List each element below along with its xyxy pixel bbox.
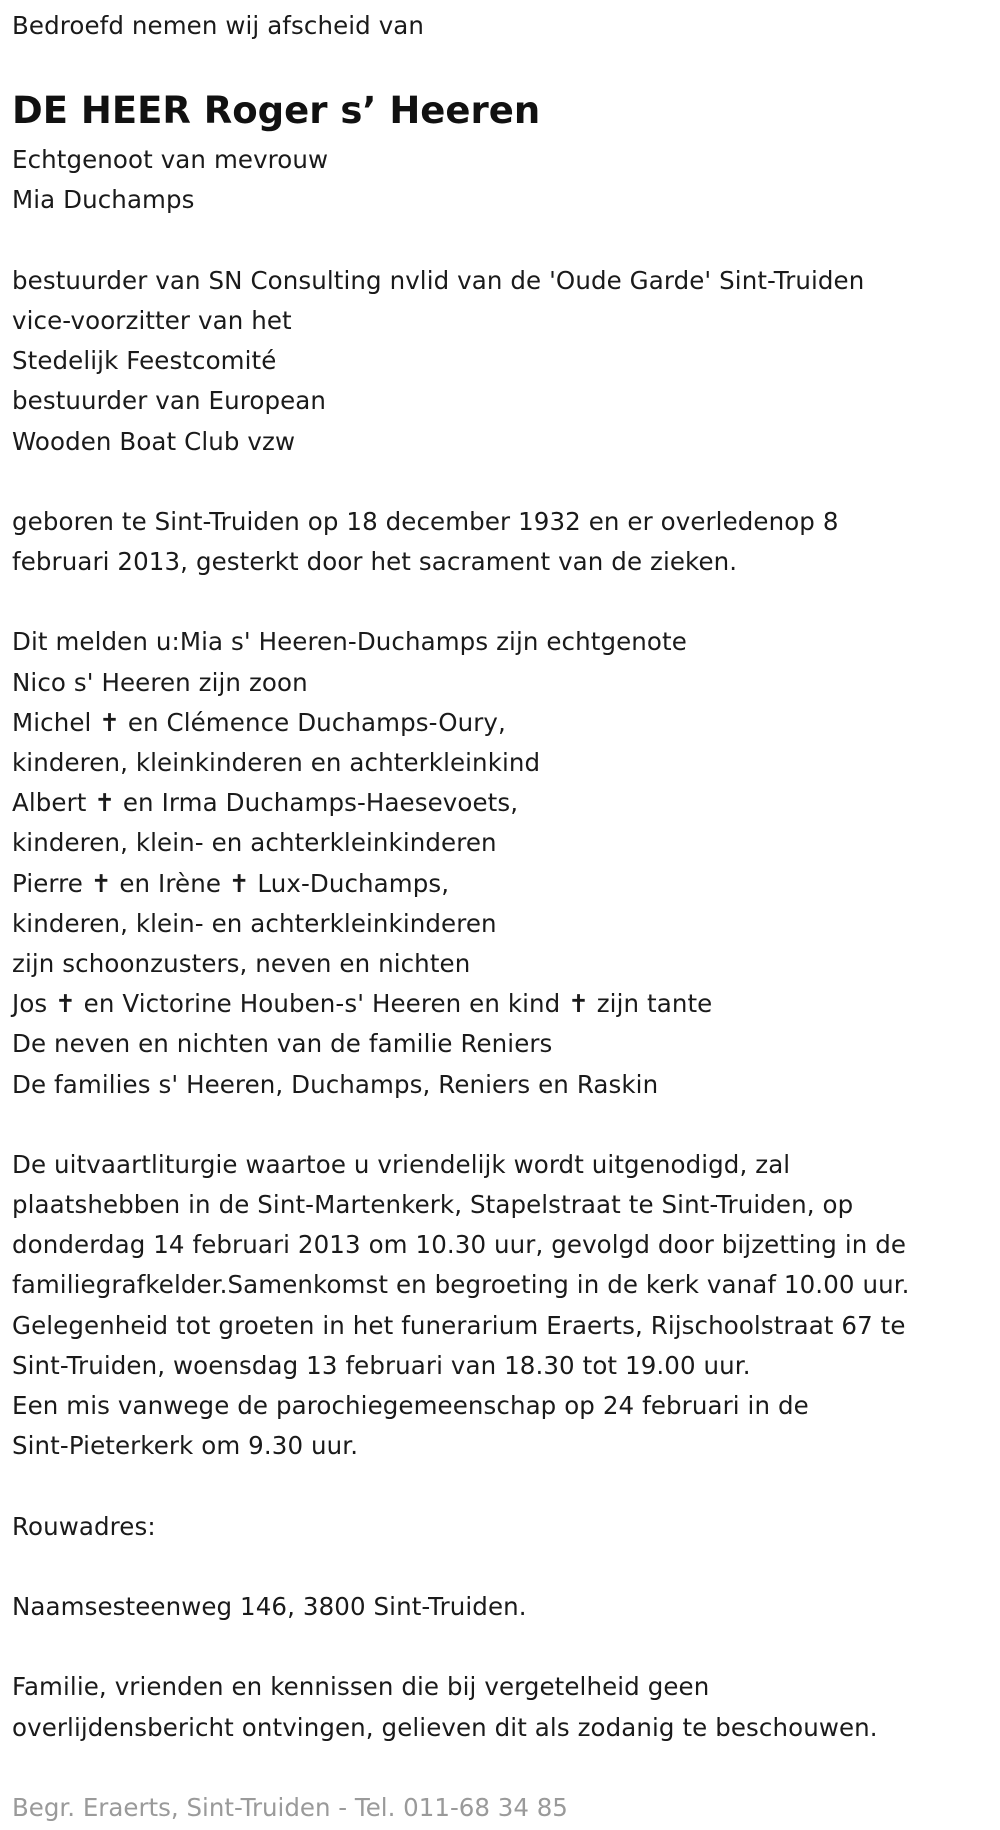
family-line: Michel ✝ en Clémence Duchamps-Oury,: [12, 707, 506, 737]
ceremony-line: donderdag 14 februari 2013 om 10.30 uur, gevolgd door bijzetting in de: [12, 1230, 907, 1260]
closing-line: Familie, vrienden en kennissen die bij vergetelheid geen: [12, 1672, 710, 1702]
closing-line: overlijdensbericht ontvingen, gelieven dit als zodanig te beschouwen.: [12, 1712, 878, 1742]
birth-death-line: februari 2013, gesterkt door het sacrament van de zieken.: [12, 547, 738, 577]
ceremony-line: De uitvaartliturgie waartoe u vriendelijk wordt uitgenodigd, zal: [12, 1149, 791, 1179]
function-line: vice-voorzitter van het: [12, 305, 292, 335]
funeral-home-footer: Begr. Eraerts, Sint-Truiden - Tel. 011-68 34 85: [12, 1792, 568, 1822]
function-line: bestuurder van European: [12, 386, 327, 416]
birth-death-line: geboren te Sint-Truiden op 18 december 1932 en er overledenop 8: [12, 506, 839, 536]
ceremony-line: plaatshebben in de Sint-Martenkerk, Stapelstraat te Sint-Truiden, op: [12, 1190, 854, 1220]
obituary-card: [12, 6, 992, 1828]
ceremony-line: familiegrafkelder.Samenkomst en begroeting in de kerk vanaf 10.00 uur.: [12, 1270, 910, 1300]
ceremony-line: Sint-Pieterkerk om 9.30 uur.: [12, 1431, 359, 1461]
family-line: Pierre ✝ en Irène ✝ Lux-Duchamps,: [12, 868, 450, 898]
family-line: Albert ✝ en Irma Duchamps-Haesevoets,: [12, 788, 519, 818]
function-line: Stedelijk Feestcomité: [12, 346, 277, 376]
family-line: De families s' Heeren, Duchamps, Reniers en Raskin: [12, 1069, 659, 1099]
function-line: Wooden Boat Club vzw: [12, 426, 296, 456]
spouse-line: Echtgenoot van mevrouw: [12, 145, 329, 175]
family-line: Dit melden u:Mia s' Heeren-Duchamps zijn echtgenote: [12, 627, 687, 657]
deceased-name: DE HEER Roger s’ Heeren: [12, 89, 541, 133]
family-line: De neven en nichten van de familie Reniers: [12, 1029, 553, 1059]
function-line: bestuurder van SN Consulting nvlid van de 'Oude Garde' Sint-Truiden: [12, 265, 865, 295]
address-text: Naamsesteenweg 146, 3800 Sint-Truiden.: [12, 1591, 527, 1621]
family-line: Nico s' Heeren zijn zoon: [12, 667, 308, 697]
family-line: zijn schoonzusters, neven en nichten: [12, 948, 471, 978]
address-label: Rouwadres:: [12, 1511, 156, 1541]
ceremony-line: Sint-Truiden, woensdag 13 februari van 18.30 tot 19.00 uur.: [12, 1350, 751, 1380]
family-line: kinderen, klein- en achterkleinkinderen: [12, 908, 497, 938]
ceremony-line: Een mis vanwege de parochiegemeenschap op 24 februari in de: [12, 1391, 809, 1420]
spouse-line: Mia Duchamps: [12, 185, 195, 215]
ceremony-line: Gelegenheid tot groeten in het funerarium Eraerts, Rijschoolstraat 67 te: [12, 1310, 906, 1340]
family-line: Jos ✝ en Victorine Houben-s' Heeren en kind ✝ zijn tante: [12, 989, 713, 1019]
intro-text: Bedroefd nemen wij afscheid van: [12, 11, 425, 40]
family-line: kinderen, kleinkinderen en achterkleinkind: [12, 748, 541, 777]
family-line: kinderen, klein- en achterkleinkinderen: [12, 828, 497, 858]
